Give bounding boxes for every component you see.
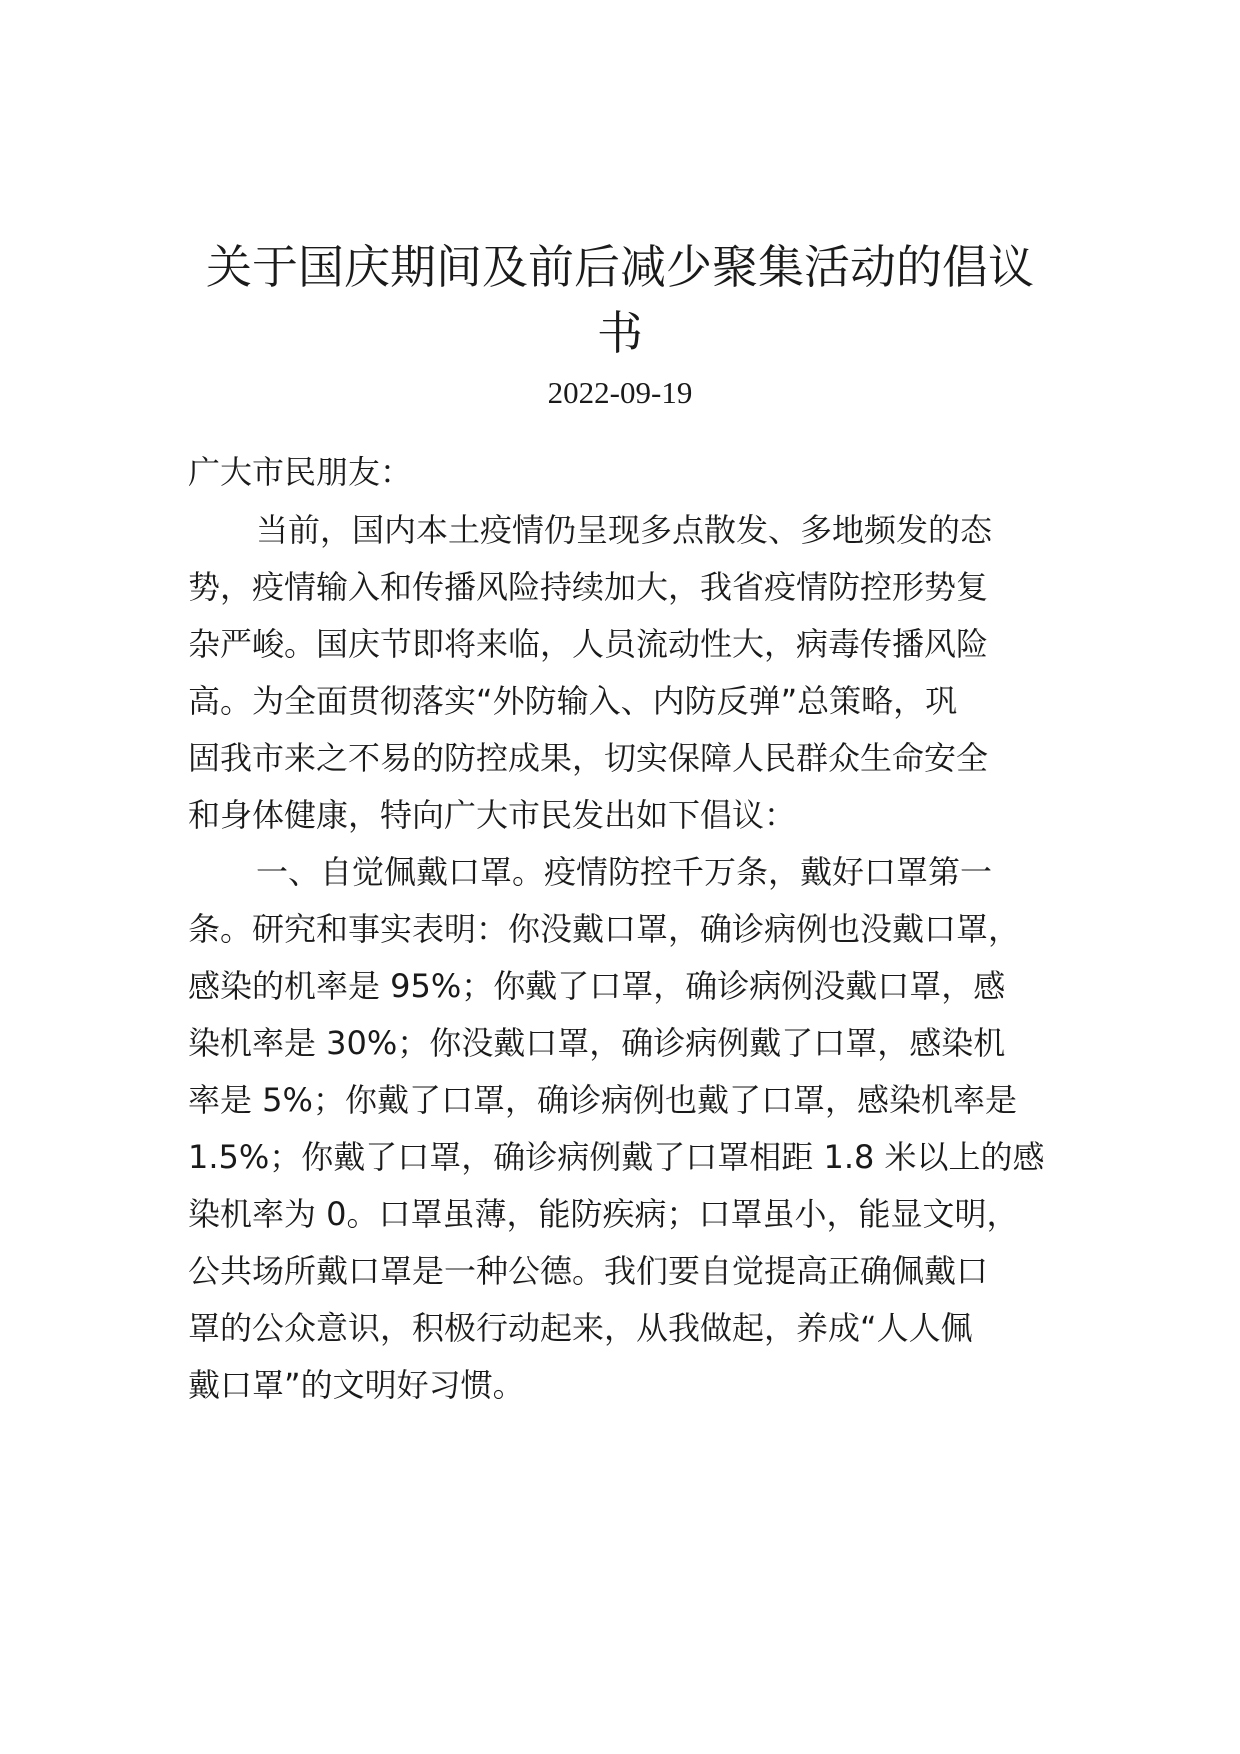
document-date: 2022-09-19 [547,375,693,410]
paragraph-2-line: 戴口罩”的文明好习惯。 [188,1366,525,1404]
paragraph-2-line: 染机率是 30%；你没戴口罩，确诊病例戴了口罩，感染机 [188,1024,1006,1062]
paragraph-1-line: 杂严峻。国庆节即将来临，人员流动性大，病毒传播风险 [188,625,989,663]
paragraph-2-line: 染机率为 0。口罩虽薄，能防疾病；口罩虽小，能显文明， [188,1195,1019,1233]
paragraph-2-line: 条。研究和事实表明：你没戴口罩，确诊病例也没戴口罩， [188,910,1021,948]
paragraph-2-line: 1.5%；你戴了口罩，确诊病例戴了口罩相距 1.8 米以上的感 [188,1138,1045,1176]
paragraph-1-line: 当前，国内本土疫情仍呈现多点散发、多地频发的态 [256,511,993,549]
paragraph-1-line: 势，疫情输入和传播风险持续加大，我省疫情防控形势复 [188,568,989,606]
paragraph-1-line: 固我市来之不易的防控成果，切实保障人民群众生命安全 [188,739,989,777]
paragraph-2-line: 率是 5%；你戴了口罩，确诊病例也戴了口罩，感染机率是 [188,1081,1017,1119]
document-title-line-1: 关于国庆期间及前后减少聚集活动的倡议 [206,240,1034,294]
paragraph-2-line: 公共场所戴口罩是一种公德。我们要自觉提高正确佩戴口 [188,1252,989,1290]
paragraph-2-line: 感染的机率是 95%；你戴了口罩，确诊病例没戴口罩，感 [188,967,1006,1005]
paragraph-1-line: 高。为全面贯彻落实“外防输入、内防反弹”总策略，巩 [188,682,958,720]
paragraph-2-line: 罩的公众意识，积极行动起来，从我做起，养成“人人佩 [188,1309,973,1347]
salutation: 广大市民朋友： [188,453,413,491]
document-title-line-2: 书 [597,306,643,360]
paragraph-2-line: 一、自觉佩戴口罩。疫情防控千万条，戴好口罩第一 [256,853,993,891]
paragraph-1-line: 和身体健康，特向广大市民发出如下倡议： [188,796,797,834]
